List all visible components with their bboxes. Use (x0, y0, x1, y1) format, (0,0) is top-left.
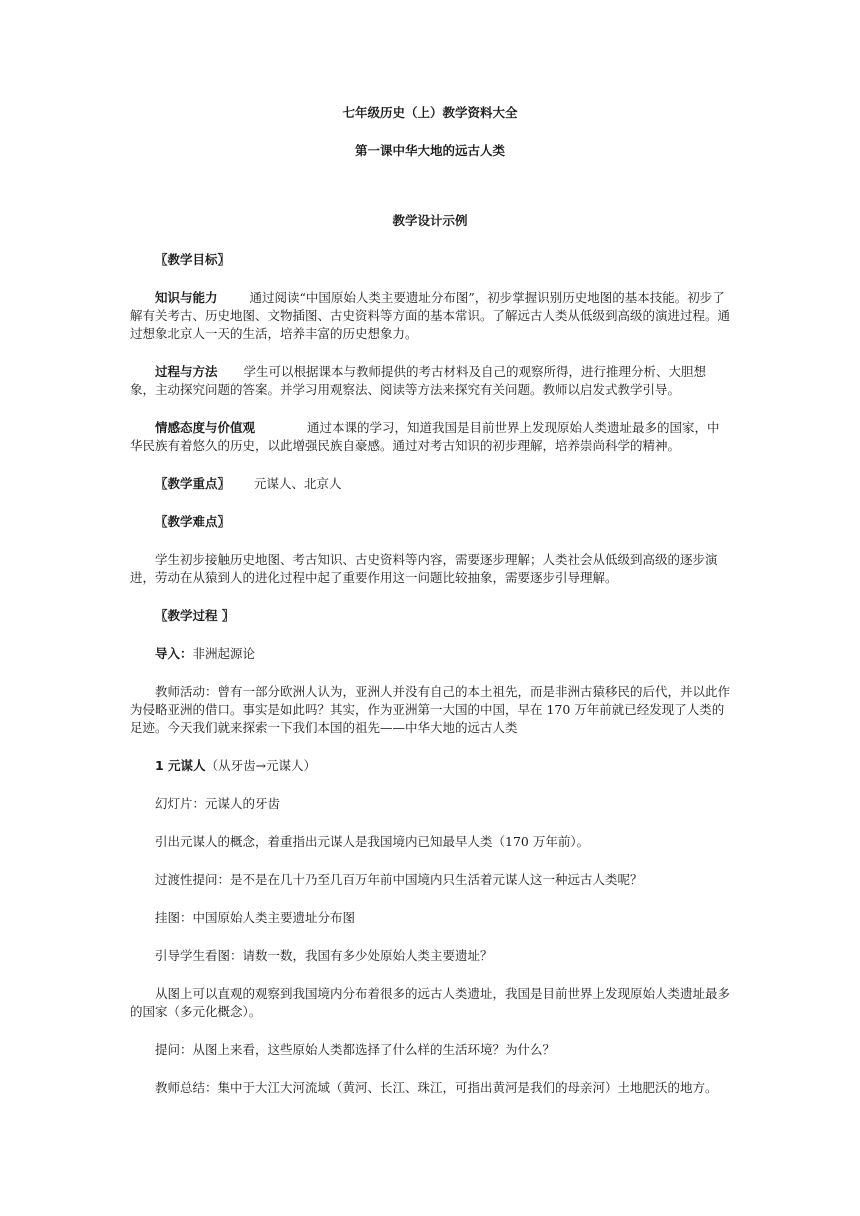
guide-paragraph: 引导学生看图：请数一数，我国有多少处原始人类主要遗址？ (155, 948, 493, 963)
document-page (130, 100, 730, 1097)
process-label: 过程与方法 (155, 364, 218, 379)
section-title: 教学设计示例 (392, 213, 468, 228)
difficulty-paragraph: 学生初步接触历史地图、考古知识、古史资料等内容，需要逐步理解；人类社会从低级到高级的逐步演进，劳动在从猿到人的进化过程中起了重要作用这一问题比较抽象，需要逐步引导理解。 (130, 552, 718, 585)
knowledge-paragraph (130, 289, 730, 343)
transition-paragraph: 过渡性提问：是不是在几十乃至几百万年前中国境内只生活着元谋人这一种远古人类呢？ (155, 872, 643, 887)
difficulty-heading-text: 〖教学难点〗 (155, 514, 231, 529)
document-title: 七年级历史（上）教学资料大全 (342, 105, 518, 120)
section1-note: （从牙齿→元谋人） (205, 758, 317, 773)
concept-paragraph: 引出元谋人的概念，着重指出元谋人是我国境内已知最早人类（170 万年前）。 (155, 834, 590, 849)
slide-paragraph: 幻灯片：元谋人的牙齿 (155, 796, 281, 811)
intro-label: 导入： (155, 646, 193, 661)
teacher-activity-paragraph: 教师活动：曾有一部分欧洲人认为，亚洲人并没有自己的本土祖先，而是非洲古猿移民的后代，并以此作为侵略亚洲的借口。事实是如此吗？其实，作为亚洲第一大国的中国，早在 170 万年前就已经发现了人类的足迹。今天我们就来探索一下我们本国的祖先——中华大地的远古人类 (130, 684, 731, 735)
emotion-text: 通过本课的学习，知道我国是目前世界上发现原始人类遗址最多的国家，中华民族有着悠久的历史，以此增强民族自豪感。通过对考古知识的初步理解，培养崇尚科学的精神。 (130, 420, 720, 453)
key-heading: 〖教学重点〗 (155, 476, 231, 491)
process-paragraph (130, 363, 730, 399)
process-text: 学生可以根据课本与教师提供的考古材料及自己的观察所得，进行推理分析、大胆想象，主动探究问题的答案。并学习用观察法、阅读等方法来探究有关问题。教师以启发式教学引导。 (130, 364, 707, 397)
objectives-heading-text: 〖教学目标〗 (155, 252, 231, 267)
intro-text: 非洲起源论 (192, 646, 256, 661)
difficulty-heading (130, 513, 730, 531)
lesson-title: 第一课中华大地的远古人类 (354, 143, 505, 158)
section1-label: 1 元谋人 (155, 758, 206, 773)
process-heading (130, 607, 730, 625)
intro-paragraph (130, 645, 730, 663)
question-paragraph: 提问：从图上来看，这些原始人类都选择了什么样的生活环境？为什么？ (155, 1042, 556, 1057)
key-text: 元谋人、北京人 (254, 476, 342, 491)
key-points (130, 475, 730, 493)
observe-paragraph: 从图上可以直观的观察到我国境内分布着很多的远古人类遗址，我国是目前世界上发现原始人类遗址最多的国家（多元化概念）。 (130, 986, 731, 1019)
emotion-label: 情感态度与价值观 (155, 420, 256, 435)
knowledge-label: 知识与能力 (155, 290, 218, 305)
map-paragraph: 挂图：中国原始人类主要遗址分布图 (155, 910, 356, 925)
objectives-heading (130, 251, 730, 269)
summary-paragraph: 教师总结：集中于大江大河流域（黄河、长江、珠江，可指出黄河是我们的母亲河）土地肥沃的地方。 (155, 1080, 718, 1095)
section1-heading (130, 757, 730, 775)
process-heading-text: 〖教学过程 〗 (155, 608, 235, 623)
emotion-paragraph (130, 419, 730, 455)
knowledge-text: 通过阅读“中国原始人类主要遗址分布图”，初步掌握识别历史地图的基本技能。初步了解有关考古、历史地图、文物插图、古史资料等方面的基本常识。了解远古人类从低级到高级的演进过程。通过想象北京人一天的生活，培养丰富的历史想象力。 (130, 290, 731, 341)
